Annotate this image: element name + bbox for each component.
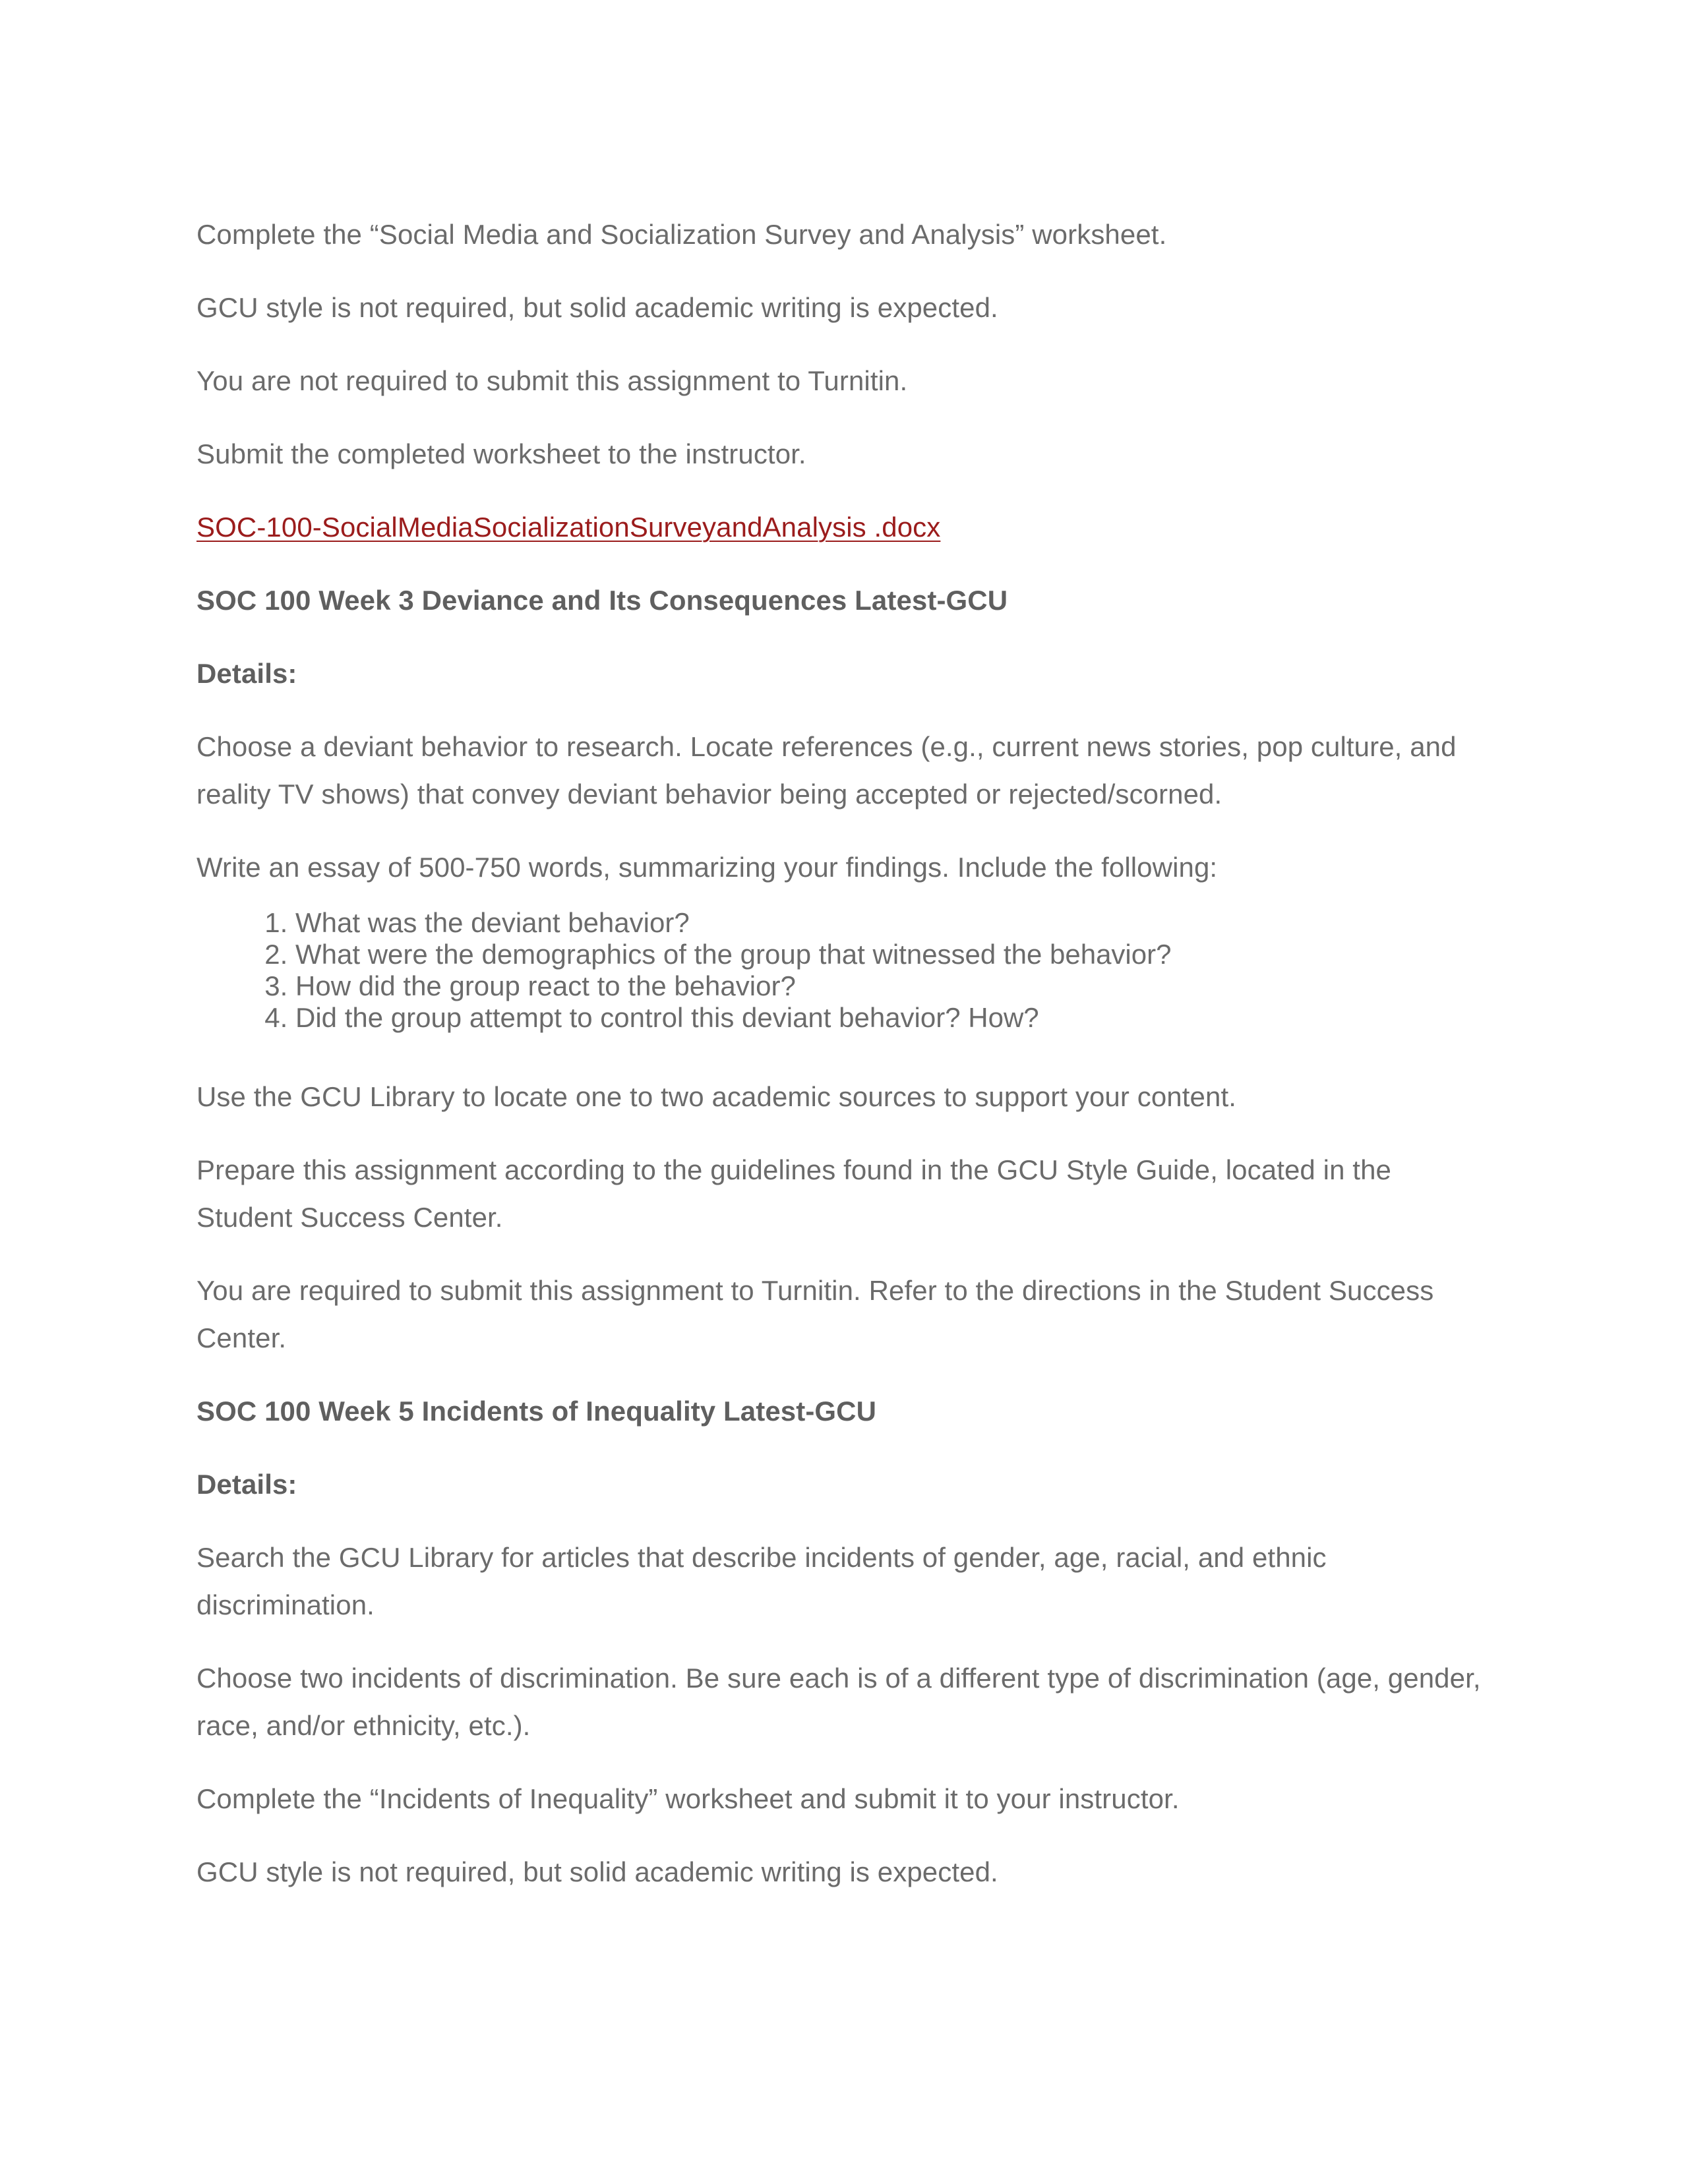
list-item: 1. What was the deviant behavior? (295, 907, 1489, 939)
week3-paragraph-turnitin: You are required to submit this assignment to Turnitin. Refer to the directions in the Student Success Center. (196, 1275, 1434, 1353)
week5-details-label: Details: (196, 1469, 297, 1500)
week3-paragraph-essay: Write an essay of 500-750 words, summarizing your findings. Include the following: (196, 852, 1218, 883)
week3-paragraph-library: Use the GCU Library to locate one to two academic sources to support your content. (196, 1081, 1236, 1112)
instruction-submit: Submit the completed worksheet to the instructor. (196, 438, 806, 469)
week5-paragraph-complete: Complete the “Incidents of Inequality” worksheet and submit it to your instructor. (196, 1783, 1180, 1814)
attachment-link[interactable]: SOC-100-SocialMediaSocializationSurveyandAnalysis .docx (196, 512, 941, 543)
document-body (196, 211, 1489, 1922)
attachment-paragraph (196, 504, 1489, 551)
week5-paragraph-choose: Choose two incidents of discrimination. Be sure each is of a different type of discrimination (age, gender, race, and/or ethnicity, etc.). (196, 1663, 1481, 1741)
list-item: 3. How did the group react to the behavior? (295, 970, 1489, 1002)
week3-details-label: Details: (196, 658, 297, 689)
list-item: 4. Did the group attempt to control this deviant behavior? How? (295, 1002, 1489, 1034)
week3-heading: SOC 100 Week 3 Deviance and Its Consequences Latest-GCU (196, 585, 1008, 616)
instruction-turnitin-note: You are not required to submit this assignment to Turnitin. (196, 365, 908, 396)
week5-paragraph-search: Search the GCU Library for articles that describe incidents of gender, age, racial, and ethnic discrimination. (196, 1542, 1327, 1620)
week3-paragraph-style-guide: Prepare this assignment according to the guidelines found in the GCU Style Guide, located in the Student Success Center. (196, 1154, 1391, 1233)
week5-paragraph-style-note: GCU style is not required, but solid academic writing is expected. (196, 1856, 998, 1887)
week3-paragraph-choose: Choose a deviant behavior to research. Locate references (e.g., current news stories, pop culture, and reality TV shows) that convey deviant behavior being accepted or rejected/scorned. (196, 731, 1457, 810)
week3-question-list (196, 907, 1489, 1034)
list-item: 2. What were the demographics of the group that witnessed the behavior? (295, 939, 1489, 970)
instruction-complete-worksheet: Complete the “Social Media and Socialization Survey and Analysis” worksheet. (196, 219, 1167, 250)
instruction-style-note: GCU style is not required, but solid academic writing is expected. (196, 292, 998, 323)
week5-heading: SOC 100 Week 5 Incidents of Inequality Latest-GCU (196, 1396, 877, 1427)
